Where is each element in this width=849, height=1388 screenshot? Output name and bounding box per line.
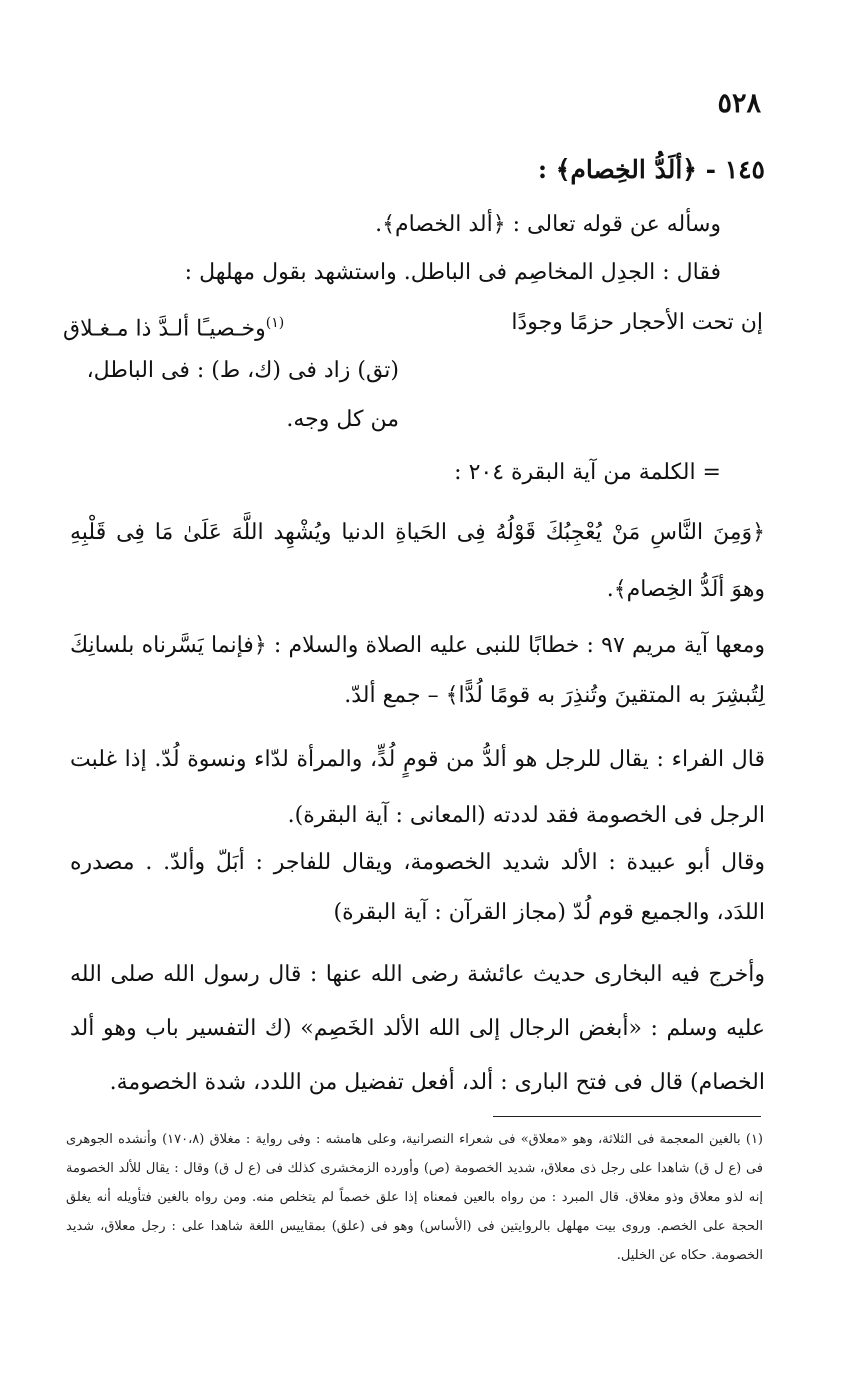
quran-verse-paragraph: ﴿وَمِنَ النَّاسِ مَنْ يُعْجِبُكَ قَوْلُهُ فِى الحَياةِ الدنيا ويُشْهِد اللَّهَ عَلَىٰ مَا فِى قَلْبِهِ وهوَ ألَدُّ الخِصام﴾. <box>70 520 765 602</box>
abu-ubayda-paragraph: وقال أبو عبيدة : الألد شديد الخصومة، ويقال للفاجر : أبَلّ وألدّ. . مصدره اللدَد، والجميع قوم لُدّ (مجاز القرآن : آية البقرة) <box>70 850 765 925</box>
variant-note-continued: من كل وجه. <box>286 407 399 432</box>
poetry-verse <box>63 308 763 348</box>
verse-right-hemistich: إن تحت الأحجار حزمًا وجودًا <box>511 310 763 335</box>
footnote-divider <box>493 1116 761 1117</box>
footnote: (١) بالغين المعجمة فى الثلاثة، وهو «معلاق» فى شعراء النصرانية، وعلى هامشه : وفى رواية : مغلاق (١٧٠،٨) وأنشده الجوهرى فى (ع ل ق) شاهدا على رجل ذى معلاق، شديد الخصومة (ص) وأورده الزمخشرى كذلك فى (ع ل ق) وقال : يقال للألد الخصومة إنه لذو معلاق وذو مغلاق. قال المبرد : من رواه بالعين فمعناه إذا علق خصماً لم يتخلص منه. ومن رواه بالغين فتأويله أنه يغلق الحجة على الخصم. وروى بيت مهلهل بالروايتين فى (الأساس) وهو فى (علق) بمقاييس اللغة شاهدا على : رجل معلاق، شديد الخصومة. حكاه عن الخليل. <box>66 1132 763 1263</box>
verse-left-text: وخـصيـًا ألـدَّ ذا مـغـلاق <box>63 316 266 342</box>
bukhari-paragraph: وأخرج فيه البخارى حديث عائشة رضى الله عنها : قال رسول الله صلى الله عليه وسلم : «أبغض الرجال إلى الله الألد الخَصِم» (ك التفسير باب وهو ألد الخصام) قال فى فتح البارى : ألد، أفعل تفضيل من اللدد، شدة الخصومة. <box>70 962 765 1095</box>
farra-paragraph: قال الفراء : يقال للرجل هو ألدُّ من قومٍ لُدٍّ، والمرأة لدّاء ونسوة لُدّ. إذا غلبت الرجل فى الخصومة فقد لددته (المعانى : آية البقرة). <box>70 747 765 828</box>
variant-note: (تق) زاد فى (ك، ط) : فى الباطل، <box>86 358 399 383</box>
question-line: وسأله عن قوله تعالى : ﴿ألد الخصام﴾. <box>375 212 721 237</box>
word-source-line: = الكلمة من آية البقرة ٢٠٤ : <box>454 460 721 485</box>
page-number: ٥٢٨ <box>717 88 761 119</box>
verse-left-hemistich <box>63 308 284 344</box>
maryam-paragraph: ومعها آية مريم ٩٧ : خطابًا للنبى عليه الصلاة والسلام : ﴿فإنما يَسَّرناه بلسانِكَ لِتُبشِرَ به المتقينَ وتُنذِرَ به قومًا لُدًّا﴾ – جمع ألدّ. <box>70 633 766 708</box>
footnote-mark: (١) <box>265 315 285 331</box>
answer-intro: فقال : الجدِل المخاصِم فى الباطل. واستشهد بقول مهلهل : <box>184 260 721 285</box>
entry-heading: ١٤٥ - ﴿ألَدُّ الخِصام﴾ : <box>537 155 765 184</box>
